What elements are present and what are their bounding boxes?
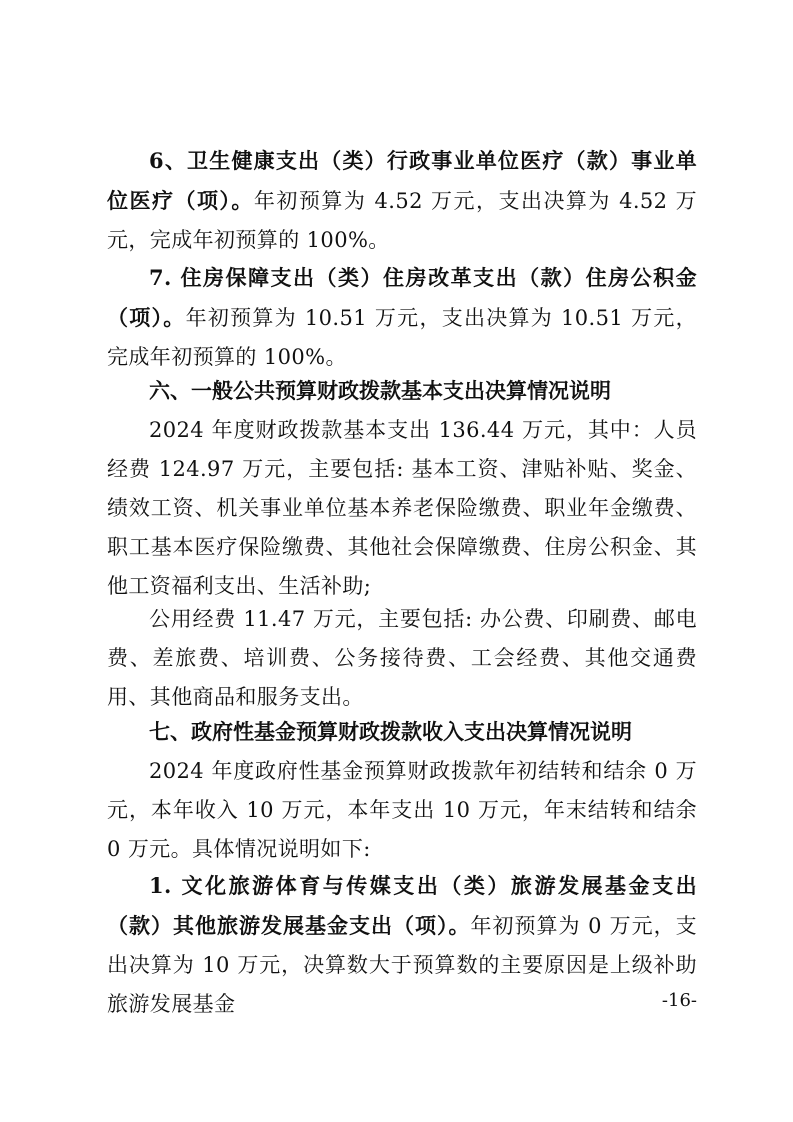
item-6-text: 年初预算为 4.52 万元，支出决算为 4.52 万元，完成年初预算的 100%。 — [107, 189, 697, 252]
page-number: -16- — [661, 990, 697, 1011]
item-7-text: 年初预算为 10.51 万元，支出决算为 10.51 万元，完成年初预算的 100%。 — [107, 306, 697, 369]
section-6-heading: 六、一般公共预算财政拨款基本支出决算情况说明 — [149, 379, 611, 403]
item-7-title: 7. 住房保障支出（类）住房改革支出（款）住房公积金（项）。 — [107, 265, 697, 330]
section-7-heading: 七、政府性基金预算财政拨款收入支出决算情况说明 — [149, 720, 632, 744]
item-6-title: 6、卫生健康支出（类）行政事业单位医疗（款）事业单位医疗（项）。 — [107, 148, 697, 213]
item-6-paragraph — [107, 141, 697, 260]
section-7-item-1-text: 年初预算为 0 万元，支出决算为 10 万元，决算数大于预算数的主要原因是上级补助旅游发展基金 — [107, 914, 697, 1016]
section-6-paragraph-1: 2024 年度财政拨款基本支出 136.44 万元，其中：人员经费 124.97 万元，主要包括: 基本工资、津贴补贴、奖金、绩效工资、机关事业单位基本养老保险缴费、职业年金缴费、职工基本医疗保险缴费、其他社会保障缴费、住房公积金、其他工资福利支出、生活补助; — [107, 418, 697, 598]
section-7-item-1-title: 1. 文化旅游体育与传媒支出（类）旅游发展基金支出（款）其他旅游发展基金支出（项）。 — [107, 873, 697, 938]
section-7-paragraph-1: 2024 年度政府性基金预算财政拨款年初结转和结余 0 万元，本年收入 10 万元，本年支出 10 万元，年末结转和结余 0 万元。具体情况说明如下: — [107, 759, 697, 861]
item-7-paragraph — [107, 258, 697, 377]
section-6-paragraph-2: 公用经费 11.47 万元，主要包括: 办公费、印刷费、邮电费、差旅费、培训费、公务接待费、工会经费、其他交通费用、其他商品和服务支出。 — [107, 607, 697, 709]
section-7-item-1-paragraph — [107, 866, 697, 1024]
